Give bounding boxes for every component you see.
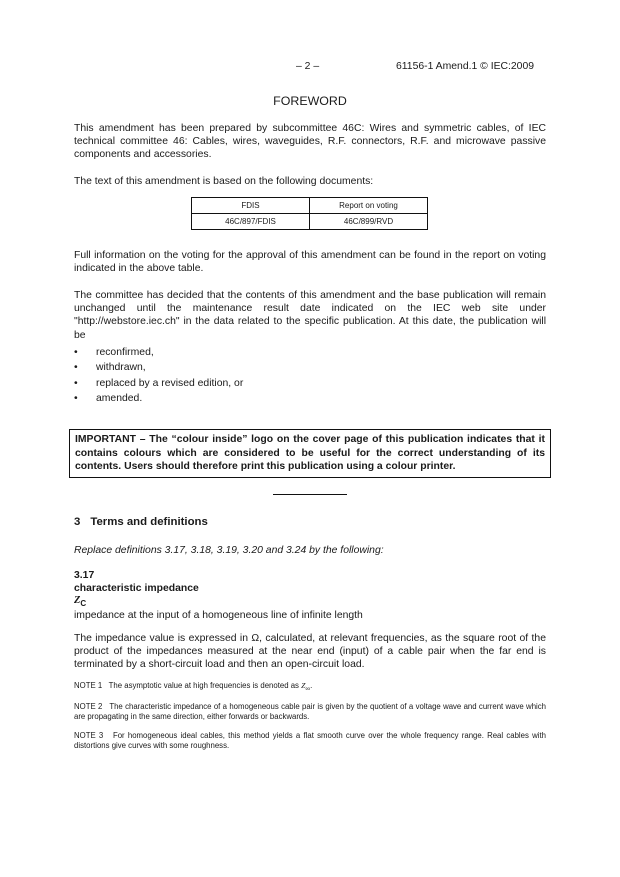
paragraph: The text of this amendment is based on the following documents: xyxy=(74,176,374,187)
table-cell: 46C/897/FDIS xyxy=(192,214,310,230)
separator-line xyxy=(273,494,347,495)
term-definition: impedance at the input of a homogeneous line of infinite length xyxy=(74,610,363,621)
table-header: Report on voting xyxy=(310,198,428,214)
note-1: NOTE 1 The asymptotic value at high frequencies is denoted as $Z_\infty$. xyxy=(74,681,313,693)
table-cell: 46C/899/RVD xyxy=(310,214,428,230)
list-item: • reconfirmed, xyxy=(74,347,154,358)
term-symbol: $Z_C$ xyxy=(74,595,87,609)
page-title: FOREWORD xyxy=(273,94,347,108)
paragraph: Full information on the voting for the approval of this amendment can be found in the report on voting indicated in the above table. xyxy=(74,250,546,275)
paragraph: The committee has decided that the contents of this amendment and the base publication will remain unchanged until the maintenance result date indicated on the IEC web site under "http://webstore.iec.ch" in the data related to the specific publication. At this date, the publication will be xyxy=(74,290,546,341)
table-header: FDIS xyxy=(192,198,310,214)
bullet-list xyxy=(74,345,243,407)
note-2: NOTE 2 The characteristic impedance of a homogeneous cable pair is given by the quotient of a voltage wave and current wave which are propagating in the same direction, either forwards or backwards. xyxy=(74,702,546,721)
paragraph: This amendment has been prepared by subcommittee 46C: Wires and symmetric cables, of IEC technical committee 46: Cables, wires, waveguides, R.F. connectors, R.F. and microwave passive components and accessories. xyxy=(74,123,546,161)
replace-instruction: Replace definitions 3.17, 3.18, 3.19, 3.20 and 3.24 by the following: xyxy=(74,545,384,556)
documents-table xyxy=(191,197,428,230)
term-name: characteristic impedance xyxy=(74,583,199,594)
document-id: 61156-1 Amend.1 © IEC:2009 xyxy=(396,61,535,72)
page-number: – 2 – xyxy=(296,61,320,72)
list-item: • replaced by a revised edition, or xyxy=(74,377,244,389)
list-item: • amended. xyxy=(74,393,143,405)
list-item: • withdrawn, xyxy=(74,362,146,374)
section-heading: 3 Terms and definitions xyxy=(74,516,208,528)
paragraph: The impedance value is expressed in Ω, calculated, at relevant frequencies, as the square root of the product of the impedances measured at the near end (input) of a cable pair when the far end is terminated by a short-circuit load and then an open-circuit load. xyxy=(74,633,546,671)
term-number: 3.17 xyxy=(74,570,95,581)
note-3: NOTE 3 For homogeneous ideal cables, this method yields a flat smooth curve over the whole frequency range. Real cables with distortions give curves with some roughness. xyxy=(74,731,546,750)
important-notice: IMPORTANT – The “colour inside” logo on the cover page of this publication indicates that it contains colours which are considered to be useful for the correct understanding of its contents. Users should therefore print this publication using a colour printer. xyxy=(69,429,551,478)
